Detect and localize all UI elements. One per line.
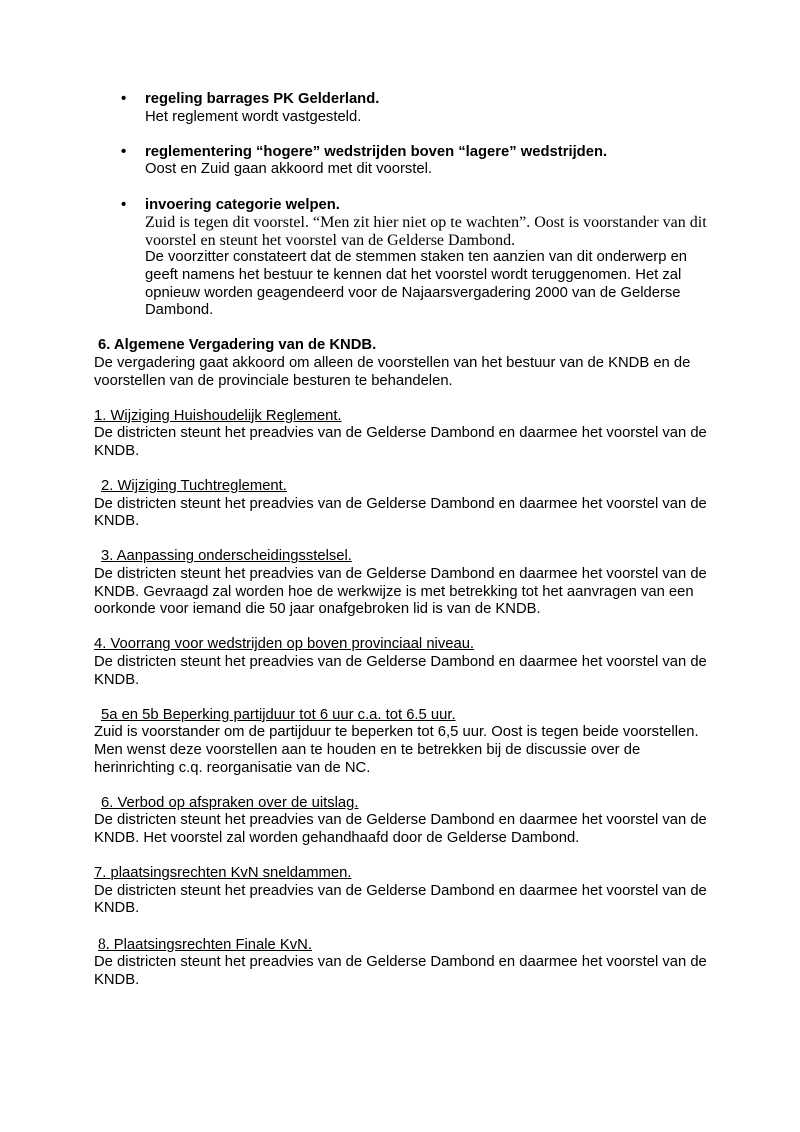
agenda-item-title: Verbod op afspraken over de uitslag. <box>117 794 359 811</box>
agenda-item-number: 5a en 5b <box>101 706 159 723</box>
agenda-item-number: 8. <box>98 935 110 953</box>
bullet-title: invoering categorie welpen. <box>145 196 340 213</box>
section-algemene-vergadering <box>94 337 707 390</box>
bullet-title: regeling barrages PK Gelderland. <box>145 91 380 107</box>
agenda-item-heading <box>94 707 707 725</box>
bullet-title: reglementering “hogere” wedstrijden boven “lagere” wedstrijden. <box>145 143 608 160</box>
agenda-item-7 <box>94 865 707 918</box>
section-heading: 6. Algemene Vergadering van de KNDB. <box>98 337 377 354</box>
agenda-item-number: 1. <box>94 407 107 424</box>
agenda-item-3 <box>94 548 707 618</box>
agenda-item-8 <box>94 936 707 990</box>
agenda-item-2 <box>94 478 707 531</box>
agenda-item-body: De districten steunt het preadvies van de Gelderse Dambond en daarmee het voorstel van de KNDB. Gevraagd zal worden hoe de werkwijze is met betrekking tot het aanvragen van een oorkonde voor iemand die 50 jaar onafgebroken lid is van de KNDB. <box>94 566 707 618</box>
section-body: De vergadering gaat akkoord om alleen de voorstellen van het bestuur van de KNDB en de voorstellen van de provinciale besturen te behandelen. <box>94 354 691 389</box>
bullet-paragraph: De voorzitter constateert dat de stemmen staken ten aanzien van dit onderwerp en geeft namens het bestuur te kennen dat het voorstel wordt teruggenomen. Het zal opnieuw worden geagendeerd voor de Najaarsvergadering 2000 van de Gelderse Dambond. <box>145 249 688 319</box>
agenda-item-1 <box>94 408 707 461</box>
bullet-paragraph: Oost en Zuid gaan akkoord met dit voorstel. <box>145 161 433 178</box>
agenda-item-title: Voorrang voor wedstrijden op boven provinciaal niveau. <box>110 636 475 653</box>
agenda-item-body: De districten steunt het preadvies van de Gelderse Dambond en daarmee het voorstel van de KNDB. <box>94 654 707 688</box>
bullet-icon: • <box>121 196 127 213</box>
agenda-item-5 <box>94 707 707 777</box>
agenda-item-number: 7. <box>94 865 107 882</box>
bullet-item-reglementering <box>94 144 707 179</box>
agenda-item-title: Aanpassing onderscheidingsstelsel. <box>116 548 352 565</box>
agenda-item-heading <box>94 636 707 654</box>
bullet-icon: • <box>121 143 127 160</box>
agenda-item-heading <box>94 936 707 955</box>
agenda-item-title: Wijziging Tuchtreglement. <box>117 478 287 495</box>
bullet-paragraph: Het reglement wordt vastgesteld. <box>145 108 362 125</box>
agenda-item-body: De districten steunt het preadvies van de Gelderse Dambond en daarmee het voorstel van de KNDB. <box>94 425 707 459</box>
bullet-item-regeling-barrages <box>94 91 707 126</box>
agenda-item-heading <box>94 408 707 426</box>
agenda-item-heading <box>94 795 707 813</box>
agenda-item-title: Wijziging Huishoudelijk Reglement. <box>110 407 342 424</box>
agenda-item-body: De districten steunt het preadvies van de Gelderse Dambond en daarmee het voorstel van de KNDB. <box>94 954 707 988</box>
agenda-item-body: De districten steunt het preadvies van de Gelderse Dambond en daarmee het voorstel van de KNDB. <box>94 495 707 530</box>
agenda-item-4 <box>94 636 707 689</box>
bullet-paragraph: Zuid is tegen dit voorstel. “Men zit hier niet op te wachten”. Oost is voorstander van dit voorstel en steunt het voorstel van de Gelderse Dambond. <box>145 214 707 249</box>
agenda-item-title: Plaatsingsrechten Finale KvN. <box>113 936 312 953</box>
agenda-item-title: plaatsingsrechten KvN sneldammen. <box>110 865 352 882</box>
agenda-item-number: 6. <box>101 794 114 811</box>
document-content <box>94 91 707 989</box>
bullet-icon: • <box>121 91 127 107</box>
agenda-item-heading <box>94 548 707 566</box>
agenda-item-heading <box>94 865 707 883</box>
agenda-item-title: Beperking partijduur tot 6 uur c.a. tot 6.5 uur. <box>162 706 456 723</box>
agenda-item-number: 4. <box>94 636 107 653</box>
agenda-item-body: Zuid is voorstander om de partijduur te beperken tot 6,5 uur. Oost is tegen beide voorstellen. Men wenst deze voorstellen aan te houden en te betrekken bij de discussie over de herinrichting c.q. reorganisatie van de NC. <box>94 724 699 776</box>
agenda-item-body: De districten steunt het preadvies van de Gelderse Dambond en daarmee het voorstel van de KNDB. <box>94 882 707 917</box>
bullet-item-invoering-welpen <box>94 197 707 320</box>
agenda-item-heading <box>94 478 707 496</box>
agenda-item-number: 3. <box>101 548 114 565</box>
agenda-item-number: 2. <box>101 478 114 495</box>
agenda-item-6 <box>94 795 707 848</box>
agenda-item-body: De districten steunt het preadvies van de Gelderse Dambond en daarmee het voorstel van de KNDB. Het voorstel zal worden gehandhaafd door de Gelderse Dambond. <box>94 812 707 846</box>
